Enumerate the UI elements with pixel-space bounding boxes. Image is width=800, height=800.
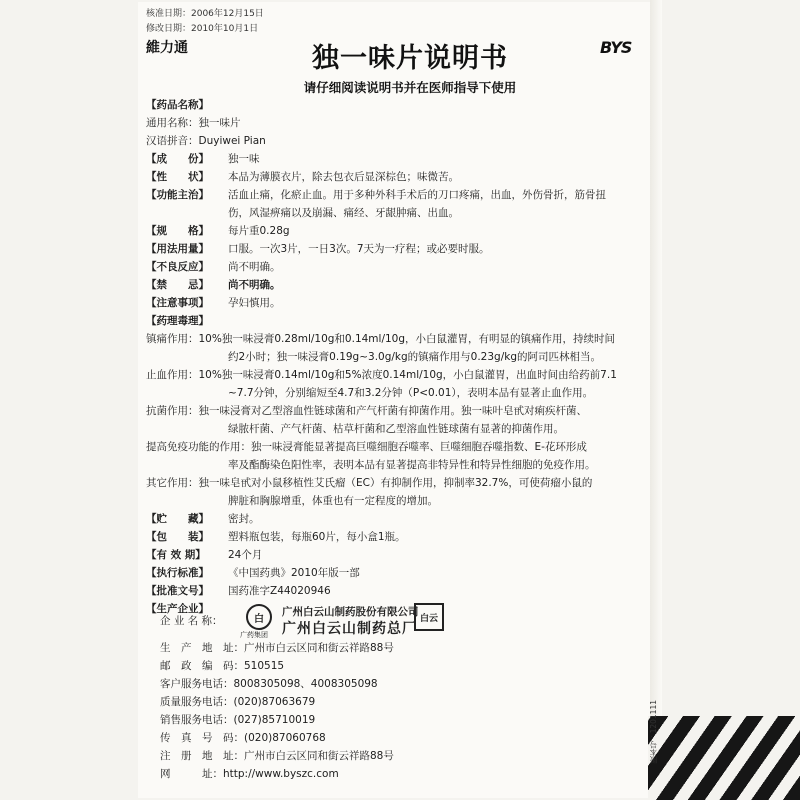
hemostatic-text-2: ~7.7分钟，分别缩短至4.7和3.2分钟（P<0.01），表明本品有显著止血作用。 bbox=[228, 387, 594, 399]
usage-label: 【用法用量】 bbox=[146, 243, 209, 255]
registered-address: 注 册 地 址：广州市白云区同和街云祥路88号 bbox=[160, 750, 394, 762]
manufacturer-label: 【生产企业】 bbox=[146, 603, 209, 615]
other-effects-text-2: 脾脏和胸腺增重，体重也有一定程度的增加。 bbox=[228, 495, 438, 507]
website: 网 址：http://www.byszc.com bbox=[160, 768, 339, 780]
precautions-label: 【注意事项】 bbox=[146, 297, 209, 309]
document-title: 独一味片说明书 bbox=[312, 43, 508, 74]
indications-text-1: 活血止痛，化瘀止血。用于多种外科手术后的刀口疼痛，出血，外伤骨折，筋骨扭 bbox=[228, 189, 606, 201]
adverse-label: 【不良反应】 bbox=[146, 261, 209, 273]
hemostatic-text-1: 止血作用：10%独一味浸膏0.14ml/10g和5%浓度0.14ml/10g，小白鼠灌胃，出血时间由给药前7.1 bbox=[146, 369, 617, 381]
drug-name-label: 【药品名称】 bbox=[146, 99, 209, 111]
version-code: 版本号：1201111 bbox=[649, 700, 658, 764]
baiyunshan-logo: 白云 bbox=[414, 603, 444, 631]
quality-service-phone: 质量服务电话：(020)87063679 bbox=[160, 696, 316, 708]
customer-service-phone: 客户服务电话：8008305098、4008305098 bbox=[160, 678, 378, 690]
paper-edge-shadow bbox=[650, 0, 662, 800]
fax-number: 传 真 号 码：(020)87060768 bbox=[160, 732, 326, 744]
standard-text: 《中国药典》2010年版一部 bbox=[228, 567, 360, 579]
pharma-group-logo: 白 bbox=[246, 604, 272, 630]
pinyin-name: 汉语拼音：Duyiwei Pian bbox=[146, 135, 266, 147]
properties-text: 本品为薄膜衣片，除去包衣后显深棕色；味微苦。 bbox=[228, 171, 459, 183]
antibacterial-text-1: 抗菌作用：独一味浸膏对乙型溶血性链球菌和产气杆菌有抑菌作用。独一味叶皂甙对痢疾杆菌、 bbox=[146, 405, 587, 417]
precautions-text: 孕妇慎用。 bbox=[228, 297, 281, 309]
spec-text: 每片重0.28g bbox=[228, 225, 290, 237]
antibacterial-text-2: 绿脓杆菌、产气杆菌、枯草杆菌和乙型溶血性链球菌有显著的抑菌作用。 bbox=[228, 423, 564, 435]
validity-label: 【有 效 期】 bbox=[146, 549, 206, 561]
striped-corner-decoration bbox=[648, 716, 800, 800]
approval-number-label: 【批准文号】 bbox=[146, 585, 209, 597]
spec-label: 【规 格】 bbox=[146, 225, 209, 237]
sales-service-phone: 销售服务电话：(027)85710019 bbox=[160, 714, 316, 726]
properties-label: 【性 状】 bbox=[146, 171, 209, 183]
production-address: 生 产 地 址：广州市白云区同和街云祥路88号 bbox=[160, 642, 394, 654]
adverse-text: 尚不明确。 bbox=[228, 261, 281, 273]
contraindications-label: 【禁 忌】 bbox=[146, 279, 209, 291]
package-text: 塑料瓶包装，每瓶60片，每小盒1瓶。 bbox=[228, 531, 406, 543]
contraindications-text: 尚不明确。 bbox=[228, 279, 281, 291]
pharmacology-label: 【药理毒理】 bbox=[146, 315, 209, 327]
usage-text: 口服。一次3片，一日3次。7天为一疗程；或必要时服。 bbox=[228, 243, 490, 255]
company-name-2: 广州白云山制药总厂 bbox=[282, 621, 417, 637]
storage-text: 密封。 bbox=[228, 513, 260, 525]
analgesic-text-2: 约2小时；独一味浸膏0.19g~3.0g/kg的镇痛作用与0.23g/kg的阿司匹林相当。 bbox=[228, 351, 601, 363]
company-name-label: 企 业 名 称： bbox=[160, 615, 223, 627]
document-subtitle: 请仔细阅读说明书并在医师指导下使用 bbox=[303, 80, 517, 95]
package-label: 【包 装】 bbox=[146, 531, 209, 543]
validity-text: 24个月 bbox=[228, 549, 263, 561]
other-effects-text-1: 其它作用：独一味皂甙对小鼠移植性艾氏瘤（EC）有抑制作用，抑制率32.7%，可使荷瘤小鼠的 bbox=[146, 477, 593, 489]
analgesic-text-1: 镇痛作用：10%独一味浸膏0.28ml/10g和0.14ml/10g，小白鼠灌胃，有明显的镇痛作用，持续时间 bbox=[146, 333, 616, 345]
postcode: 邮 政 编 码：510515 bbox=[160, 660, 285, 672]
ingredients-label: 【成 份】 bbox=[146, 153, 209, 165]
approval-number-text: 国药准字Z44020946 bbox=[228, 585, 331, 597]
storage-label: 【贮 藏】 bbox=[146, 513, 209, 525]
common-name: 通用名称：独一味片 bbox=[146, 117, 241, 129]
pharma-group-caption: 广药集团 bbox=[240, 631, 268, 639]
indications-label: 【功能主治】 bbox=[146, 189, 209, 201]
immune-text-2: 率及酯酶染色阳性率，表明本品有显著提高非特异性和特异性细胞的免疫作用。 bbox=[228, 459, 596, 471]
brand-logo-left: 維力通 bbox=[146, 40, 188, 56]
indications-text-2: 伤，风湿痹痛以及崩漏、痛经、牙龈肿痛、出血。 bbox=[228, 207, 459, 219]
revision-date: 修改日期：2010年10月1日 bbox=[146, 24, 259, 34]
company-name-1: 广州白云山制药股份有限公司 bbox=[282, 606, 419, 618]
standard-label: 【执行标准】 bbox=[146, 567, 209, 579]
ingredients-text: 独一味 bbox=[228, 153, 260, 165]
immune-text-1: 提高免疫功能的作用：独一味浸膏能显著提高巨噬细胞吞噬率、巨噬细胞吞噬指数、E-花环形成 bbox=[146, 441, 587, 453]
brand-logo-right: BYS bbox=[600, 38, 632, 57]
approval-date: 核准日期：2006年12月15日 bbox=[146, 9, 264, 19]
